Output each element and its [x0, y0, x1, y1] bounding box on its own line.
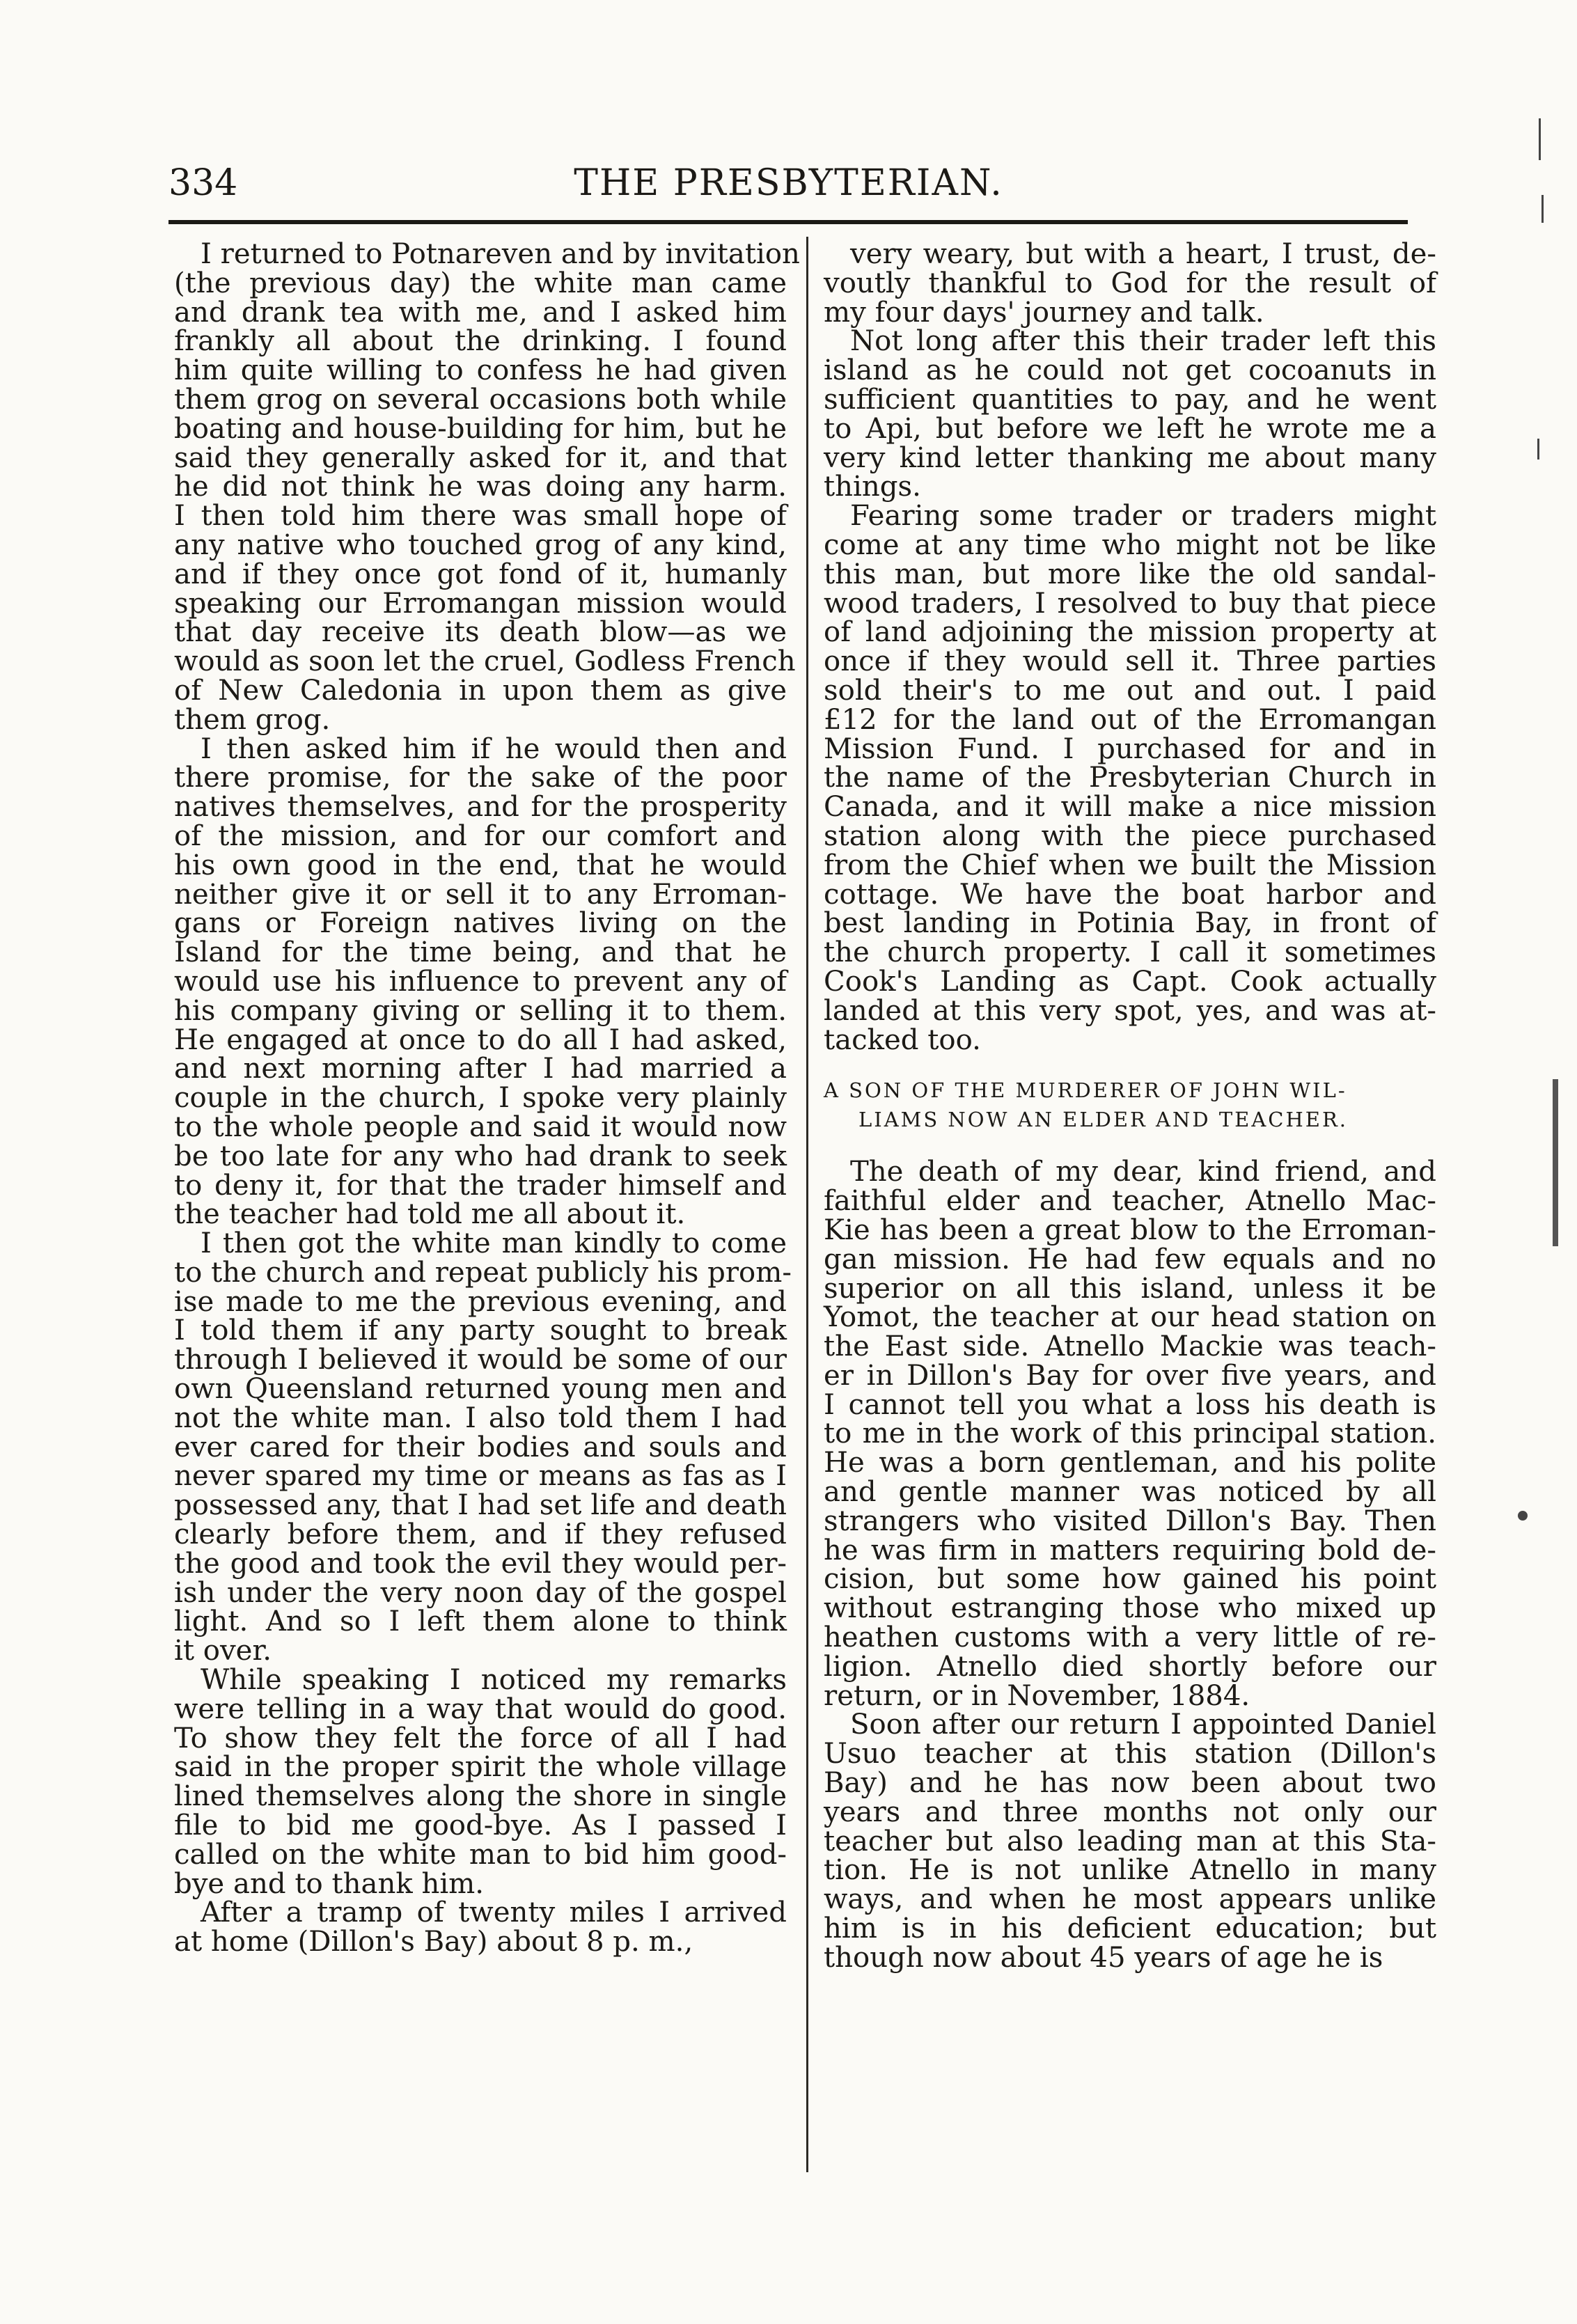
text-line: ise made to me the previous evening, and	[174, 1285, 787, 1318]
text-line: without estranging those who mixed up	[824, 1592, 1436, 1625]
paragraph	[174, 1899, 787, 1957]
paragraph	[824, 1711, 1436, 1972]
text-line: I told them if any party sought to break	[174, 1314, 787, 1347]
paragraph	[824, 1158, 1436, 1711]
text-line: I then got the white man kindly to come	[201, 1227, 787, 1260]
paragraph	[824, 327, 1436, 502]
text-line: strangers who visited Dillon's Bay. Then	[824, 1505, 1436, 1537]
text-line: speaking our Erromangan mission would	[174, 587, 787, 620]
text-line: cottage. We have the boat harbor and	[824, 878, 1436, 911]
column-divider	[806, 237, 808, 2172]
text-line: and next morning after I had married a	[174, 1053, 787, 1085]
text-line: his own good in the end, that he would	[174, 849, 787, 881]
text-line: gan mission. He had few equals and no	[824, 1243, 1436, 1275]
text-line: Mission Fund. I purchased for and in	[824, 732, 1436, 765]
text-line: best landing in Potinia Bay, in front of	[824, 907, 1436, 940]
text-line: Yomot, the teacher at our head station on	[824, 1301, 1436, 1334]
text-line: Canada, and it will make a nice mission	[824, 791, 1436, 824]
text-line: ways, and when he most appears unlike	[824, 1883, 1436, 1916]
text-line: Island for the time being, and that he	[174, 936, 787, 969]
text-line: from the Chief when we built the Mission	[824, 849, 1436, 881]
text-line: tion. He is not unlike Atnello in many	[824, 1854, 1436, 1887]
text-line: his company giving or selling it to them.	[174, 994, 787, 1027]
text-line: any native who touched grog of any kind,	[174, 528, 787, 561]
text-line: teacher but also leading man at this Sta-	[824, 1825, 1436, 1858]
paragraph	[174, 238, 800, 736]
text-line: this man, but more like the old sandal-	[824, 558, 1436, 590]
text-line: very weary, but with a heart, I trust, de-	[850, 238, 1436, 270]
text-line: there promise, for the sake of the poor	[174, 762, 787, 794]
text-line: would as soon let the cruel, Godless French	[174, 645, 796, 678]
text-line: he did not think he was doing any harm.	[174, 471, 787, 503]
text-line: that day receive its death blow—as we	[174, 616, 787, 649]
text-line: the teacher had told me all about it.	[174, 1198, 686, 1231]
text-line: light. And so I left them alone to think	[174, 1605, 787, 1638]
text-line: sufficient quantities to pay, and he went	[824, 383, 1436, 416]
text-line: of land adjoining the mission property at	[824, 616, 1436, 649]
text-line: faithful elder and teacher, Atnello Mac-	[824, 1185, 1436, 1218]
text-line: voutly thankful to God for the result of	[824, 267, 1436, 299]
text-line: natives themselves, and for the prosperity	[174, 791, 787, 824]
running-head: THE PRESBYTERIAN.	[574, 162, 1003, 204]
text-line: Kie has been a great blow to the Erroman-	[824, 1214, 1436, 1246]
text-line: island as he could not get cocoanuts in	[824, 354, 1436, 387]
paragraph	[174, 1666, 787, 1899]
text-line: would use his influence to prevent any of	[174, 965, 787, 998]
text-line: clearly before them, and if they refused	[174, 1518, 787, 1551]
text-line: ligion. Atnello died shortly before our	[824, 1650, 1436, 1683]
text-line: lined themselves along the shore in single	[174, 1780, 787, 1813]
text-line: and if they once got fond of it, humanly	[174, 558, 787, 590]
text-line: he was firm in matters requiring bold de-	[824, 1534, 1436, 1567]
text-line: To show they felt the force of all I had	[174, 1722, 787, 1754]
text-line: wood traders, I resolved to buy that piece	[824, 587, 1436, 620]
text-line: He engaged at once to do all I had asked,	[174, 1023, 787, 1056]
text-line: him quite willing to confess he had given	[174, 354, 787, 387]
paragraph	[824, 240, 1436, 327]
text-line: gans or Foreign natives living on the	[174, 907, 787, 940]
text-line: Usuo teacher at this station (Dillon's	[824, 1738, 1436, 1771]
text-line: cision, but some how gained his point	[824, 1563, 1436, 1596]
text-line: While speaking I noticed my remarks	[201, 1664, 787, 1697]
text-line: to the church and repeat publicly his prom-	[174, 1256, 792, 1289]
text-line: The death of my dear, kind friend, and	[850, 1156, 1436, 1188]
text-line: heathen customs with a very little of re-	[824, 1622, 1436, 1654]
text-line: I returned to Potnareven and by invitation	[201, 238, 800, 270]
text-line: years and three months not only our	[824, 1796, 1436, 1828]
text-line: very kind letter thanking me about many	[824, 441, 1436, 474]
section-heading	[824, 1076, 1436, 1134]
text-line: ish under the very noon day of the gospel	[174, 1576, 787, 1609]
header-rule	[168, 220, 1408, 224]
text-line: to the whole people and said it would now	[174, 1110, 787, 1143]
text-line: Soon after our return I appointed Daniel	[850, 1709, 1436, 1741]
text-line: though now about 45 years of age he is	[824, 1941, 1383, 1974]
text-line: of New Caledonia in upon them as give	[174, 674, 787, 707]
text-line: Fearing some trader or traders might	[850, 500, 1436, 533]
text-line: file to bid me good-bye. As I passed I	[174, 1809, 787, 1842]
text-line: them grog.	[174, 703, 331, 736]
left-column	[174, 238, 800, 1958]
text-line: and drank tea with me, and I asked him	[174, 296, 787, 329]
text-line: couple in the church, I spoke very plainly	[174, 1082, 787, 1115]
text-line: things.	[824, 471, 921, 503]
text-line: to deny it, for that the trader himself and	[174, 1169, 787, 1202]
text-line: the name of the Presbyterian Church in	[824, 762, 1436, 794]
text-line: my four days' journey and talk.	[824, 296, 1264, 329]
text-line: superior on all this island, unless it be	[824, 1272, 1436, 1305]
paragraph	[824, 502, 1436, 1055]
text-line: him is in his deficient education; but	[824, 1913, 1436, 1945]
text-line: at home (Dillon's Bay) about 8 p. m.,	[174, 1926, 693, 1958]
text-line: possessed any, that I had set life and death	[174, 1489, 787, 1522]
text-line: er in Dillon's Bay for over five years, and	[824, 1359, 1436, 1392]
text-line: Not long after this their trader left this	[850, 325, 1436, 358]
text-line: station along with the piece purchased	[824, 819, 1436, 852]
text-line: the church property. I call it sometimes	[824, 936, 1436, 969]
text-line: return, or in November, 1884.	[824, 1679, 1250, 1712]
text-line: through I believed it would be some of our	[174, 1344, 787, 1376]
text-line: After a tramp of twenty miles I arrived	[201, 1897, 787, 1929]
text-line: own Queensland returned young men and	[174, 1373, 787, 1406]
text-line: boating and house-building for him, but he	[174, 412, 787, 445]
text-line: said in the proper spirit the whole village	[174, 1751, 787, 1784]
text-line: frankly all about the drinking. I found	[174, 325, 787, 358]
text-line: Cook's Landing as Capt. Cook actually	[824, 965, 1436, 998]
text-line: and gentle manner was noticed by all	[824, 1476, 1436, 1509]
text-line: I then told him there was small hope of	[174, 500, 787, 533]
text-line: the good and took the evil they would per-	[174, 1547, 787, 1580]
text-line: once if they would sell it. Three parties	[824, 645, 1436, 678]
text-line: He was a born gentleman, and his polite	[824, 1447, 1436, 1479]
margin-specks	[1532, 104, 1574, 2193]
text-line: bye and to thank him.	[174, 1867, 485, 1900]
text-line: come at any time who might not be like	[824, 528, 1436, 561]
text-line: said they generally asked for it, and that	[174, 441, 787, 474]
text-line: to me in the work of this principal station.	[824, 1418, 1436, 1450]
text-line: them grog on several occasions both while	[174, 383, 787, 416]
text-line: I then asked him if he would then and	[201, 732, 787, 765]
text-line: of the mission, and for our comfort and	[174, 819, 787, 852]
section-heading-line: A SON OF THE MURDERER OF JOHN WIL-	[824, 1078, 1347, 1103]
text-line: ever cared for their bodies and souls and	[174, 1431, 787, 1463]
text-line: sold their's to me out and out. I paid	[824, 674, 1436, 707]
text-line: (the previous day) the white man came	[174, 267, 787, 299]
text-line: it over.	[174, 1635, 272, 1667]
paragraph	[174, 1227, 792, 1667]
text-line: I cannot tell you what a loss his death is	[824, 1388, 1436, 1421]
text-line: not the white man. I also told them I had	[174, 1402, 787, 1434]
text-line: tacked too.	[824, 1023, 981, 1056]
text-line: the East side. Atnello Mackie was teach-	[824, 1330, 1436, 1363]
right-column	[824, 240, 1436, 1973]
text-line: £12 for the land out of the Erromangan	[824, 703, 1436, 736]
text-line: Bay) and he has now been about two	[824, 1767, 1436, 1800]
paragraph	[174, 732, 787, 1231]
text-line: neither give it or sell it to any Erroman-	[174, 878, 787, 911]
text-line: never spared my time or means as fas as I	[174, 1460, 787, 1493]
text-line: were telling in a way that would do good.	[174, 1693, 787, 1725]
text-line: be too late for any who had drank to seek	[174, 1140, 787, 1172]
page-number: 334	[168, 162, 238, 204]
text-line: to Api, but before we left he wrote me a	[824, 412, 1436, 445]
text-line: called on the white man to bid him good-	[174, 1838, 787, 1871]
section-heading-line: LIAMS NOW AN ELDER AND TEACHER.	[858, 1108, 1348, 1132]
text-line: landed at this very spot, yes, and was at-	[824, 994, 1436, 1027]
